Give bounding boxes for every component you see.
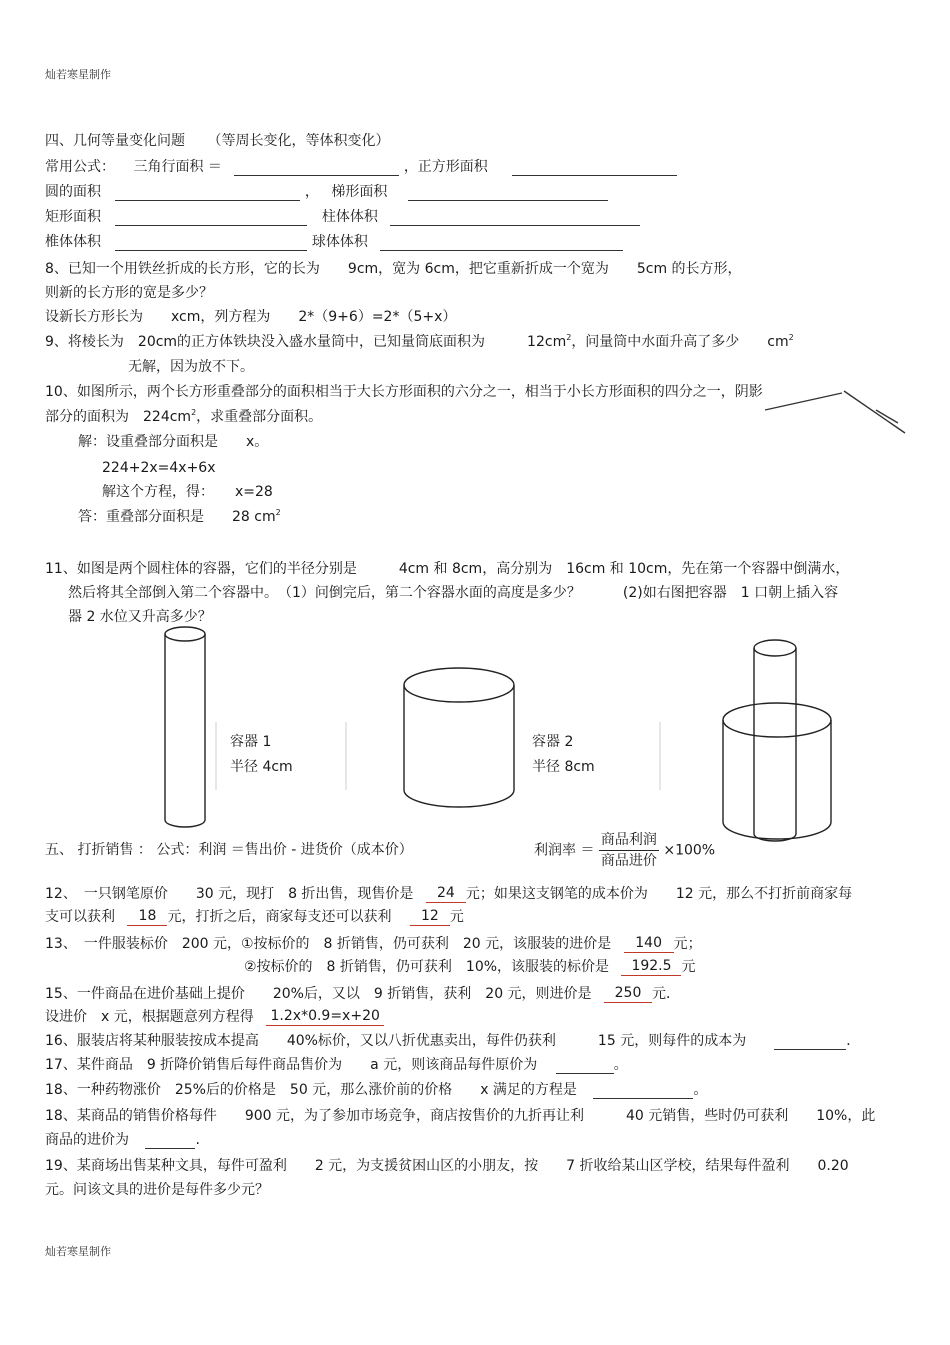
cylinder-container-1 [165,627,205,827]
q11-line3: 器 2 水位又升高多少？ [68,609,212,625]
q15-line1 [45,984,680,1003]
q10-sol4-sup: 2 [275,508,281,517]
q11-line1: 11、如图是两个圆柱体的容器，它们的半径分别是 4cm 和 8cm，高分别为 16cm 和 10cm，先在第一个容器中倒满水， [45,561,850,577]
profit-rate-formula [534,830,715,871]
q13-answer-1[interactable]: 140 [624,934,674,953]
q18a-blank[interactable] [593,1083,693,1099]
section-4-title-text: 四、几何等量变化问题 [45,133,185,149]
overlap-rectangles-figure [765,391,905,433]
q12-text-b: 元；如果这支钢笔的成本价为 12 元，那么不打折前商家每 [465,886,853,902]
q13-text-c: ②按标价的 8 折销售，仍可获利 10%，该服装的标价是 [244,959,610,975]
figure-separators [216,722,660,790]
container-2-name: 容器 2 [532,734,574,750]
q15-text-a: 15、一件商品在进价基础上提价 20%后，又以 9 折销售，获利 20 元，则进价是 [45,986,592,1002]
q8-line2: 则新的长方形的宽是多少？ [45,285,213,301]
cylinder-container-2 [404,668,514,807]
q12-answer-3[interactable]: 12 [410,907,450,926]
formula-label: 常用公式： [45,159,115,175]
q10-sol2: 224+2x=4x+6x [102,460,216,476]
q12-line1 [45,884,852,903]
separator-comma: ， [304,184,319,200]
container-1-name: 容器 1 [230,734,272,750]
q12-line2 [45,907,464,926]
q12-text-c: 支可以获利 [45,909,115,925]
q12-text-d: 元，打折之后，商家每支还可以获利 [167,909,392,925]
q12-answer-1[interactable]: 24 [426,884,466,903]
q18b-text: 商品的进价为 [45,1132,129,1148]
q18b-line2 [45,1131,200,1149]
sphere-volume-label: 球体体积 [311,234,368,250]
profit-rate-numerator: 商品利润 [599,830,659,851]
section-4-note: （等周长变化，等体积变化） [207,133,390,149]
profit-rate-fraction [599,830,659,871]
q11-line2: 然后将其全部倒入第二个容器中。 （1）问倒完后，第二个容器水面的高度是多少？ (2)如右图把容器 1 口朝上插入容 [68,585,839,601]
q13-answer-2[interactable]: 192.5 [621,957,681,976]
q9-sup2: 2 [788,333,794,342]
triangle-area-label: 三角行面积 ＝ [133,159,222,175]
q16-blank[interactable] [774,1034,846,1050]
q13-line1 [45,934,702,953]
q15-text-c: 设进价 x 元，根据题意列方程得 [45,1009,254,1025]
q10-text-b: ，求重叠部分面积。 [196,409,323,425]
q10-sol1: 解：设重叠部分面积是 x。 [78,434,269,450]
prism-volume-label: 柱体体积 [321,209,378,225]
q12-text-e: 元 [449,909,464,925]
q8-line3: 设新长方形长为 xcm，列方程为 2*（9+6）=2*（5+x） [45,309,457,325]
rect-area-label: 矩形面积 [45,209,101,225]
q13-text-a: 13、 一件服装标价 200 元，①按标价的 8 折销售，仍可获利 20 元，该服装的进价是 [45,936,612,952]
q18b-end: . [195,1132,200,1148]
q18a-line [45,1081,707,1099]
q13-text-d: 元 [681,959,696,975]
page-footer: 灿若寒星制作 [45,1245,111,1258]
q15-line2 [45,1007,384,1026]
q16-end: ． [846,1033,861,1049]
q10-sup: 2 [191,408,197,417]
q18a-text: 18、一种药物涨价 25%后的价格是 50 元，那么涨价前的价格 x 满足的方程是 [45,1082,577,1098]
q15-answer-1[interactable]: 250 [604,984,652,1003]
nested-cylinders-figure [723,640,831,841]
circle-area-label: 圆的面积 [45,184,101,200]
q10-sol4-text: 答：重叠部分面积是 28 cm [78,509,276,525]
q17-text: 17、某件商品 9 折降价销售后每件商品售价为 a 元，则该商品每件原价为 [45,1057,538,1073]
q17-end: 。 [613,1057,628,1073]
square-area-label: ，正方形面积 [403,159,488,175]
q18a-end: 。 [693,1082,708,1098]
profit-rate-denominator: 商品进价 [600,853,657,869]
container-2-radius: 半径 8cm [532,759,595,775]
q17-line [45,1056,628,1074]
q19-line1: 19、某商场出售某种文具，每件可盈利 2 元，为支援贫困山区的小朋友，按 7 折收给某山区学校，结果每件盈利 0.20 [45,1158,849,1174]
q16-line [45,1032,860,1050]
q9-sup1: 2 [566,333,572,342]
container-1-radius: 半径 4cm [230,759,293,775]
cone-volume-label: 椎体体积 [45,234,101,250]
q15-text-b: 元． [652,986,681,1002]
profit-rate-tail: ×100% [663,842,716,859]
q16-text: 16、服装店将某种服装按成本提高 40%标价，又以八折优惠卖出，每件仍获利 15 元，则每件的成本为 [45,1033,775,1049]
page-header: 灿若寒星制作 [45,68,111,81]
q18b-blank[interactable] [145,1133,195,1149]
q10-line1: 10、如图所示，两个长方形重叠部分的面积相当于大长方形面积的六分之一，相当于小长方形面积的四分之一，阴影 [45,384,763,400]
q9-text-a: 9、将棱长为 20cm的正方体铁块没入盛水量筒中，已知量筒底面积为 12cm [45,334,567,350]
q13-text-b: 元； [673,936,702,952]
section-5-title: 五、 打折销售 ： 公式：利润 ＝售出价 - 进货价（成本价） [45,842,413,858]
q10-sol3: 解这个方程，得： x=28 [102,484,273,500]
q9-text-b: ，问量筒中水面升高了多少 cm [571,334,789,350]
profit-rate-label: 利润率 ＝ [534,842,595,859]
trapezoid-area-label: 梯形面积 [331,184,388,200]
q12-text-a: 12、 一只钢笔原价 30 元，现打 8 折出售，现售价是 [45,886,414,902]
q10-text-a: 部分的面积为 224cm [45,409,192,425]
q17-blank[interactable] [556,1058,614,1074]
q8-line1: 8、已知一个用铁丝折成的长方形，它的长为 9cm，宽为 6cm，把它重新折成一个宽为 5cm 的长方形， [45,261,742,277]
q18b-line1: 18、某商品的销售价格每件 900 元，为了参加市场竞争，商店按售价的九折再让利 40 元销售，些时仍可获利 10%，此 [45,1108,876,1124]
q9-answer: 无解，因为放不下。 [128,359,254,375]
q19-line2: 元。问该文具的进价是每件多少元？ [45,1182,269,1198]
q15-answer-2[interactable]: 1.2x*0.9=x+20 [266,1007,384,1026]
q13-line2 [244,957,695,976]
q12-answer-2[interactable]: 18 [127,907,167,926]
